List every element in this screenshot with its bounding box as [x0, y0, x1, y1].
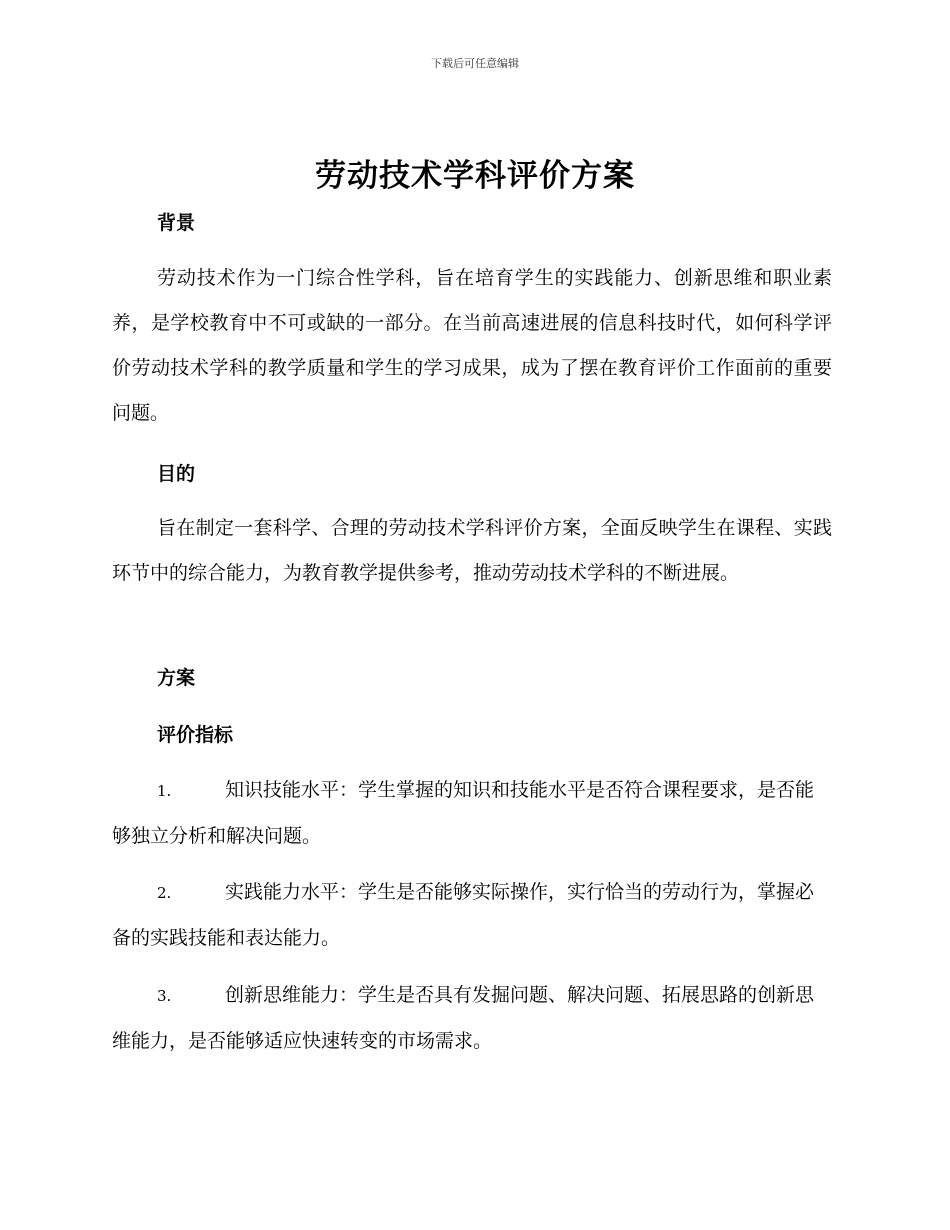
document-title: 劳动技术学科评价方案: [315, 158, 635, 194]
item-number: 1.: [157, 782, 172, 800]
item-text: 知识技能水平：学生掌握的知识和技能水平是否符合课程要求，是否能够独立分析和解决问题。: [112, 779, 815, 847]
purpose-paragraph: 旨在制定一套科学、合理的劳动技术学科评价方案，全面反映学生在课程、实践环节中的综合能力，为教育教学提供参考，推动劳动技术学科的不断进展。: [112, 517, 832, 584]
item-number: 2.: [157, 884, 172, 902]
section-heading-background: 背景: [157, 212, 196, 234]
header-note: 下载后可任意编辑: [431, 57, 519, 70]
section-heading-plan: 方案: [157, 667, 196, 689]
item-text: 实践能力水平：学生是否能够实际操作，实行恰当的劳动行为，掌握必备的实践技能和表达能力。: [112, 881, 815, 949]
section-heading-purpose: 目的: [157, 463, 196, 485]
indicator-item: [112, 768, 832, 859]
item-text: 创新思维能力：学生是否具有发掘问题、解决问题、拓展思路的创新思维能力，是否能够适应快速转变的市场需求。: [112, 984, 815, 1052]
indicator-item: [112, 870, 832, 961]
section-heading-indicators: 评价指标: [157, 724, 234, 746]
item-number: 3.: [157, 987, 172, 1005]
indicator-item: [112, 973, 832, 1064]
background-paragraph: 劳动技术作为一门综合性学科，旨在培育学生的实践能力、创新思维和职业素养，是学校教育中不可或缺的一部分。在当前高速进展的信息科技时代，如何科学评价劳动技术学科的教学质量和学生的学习成果，成为了摆在教育评价工作面前的重要问题。: [112, 267, 832, 424]
